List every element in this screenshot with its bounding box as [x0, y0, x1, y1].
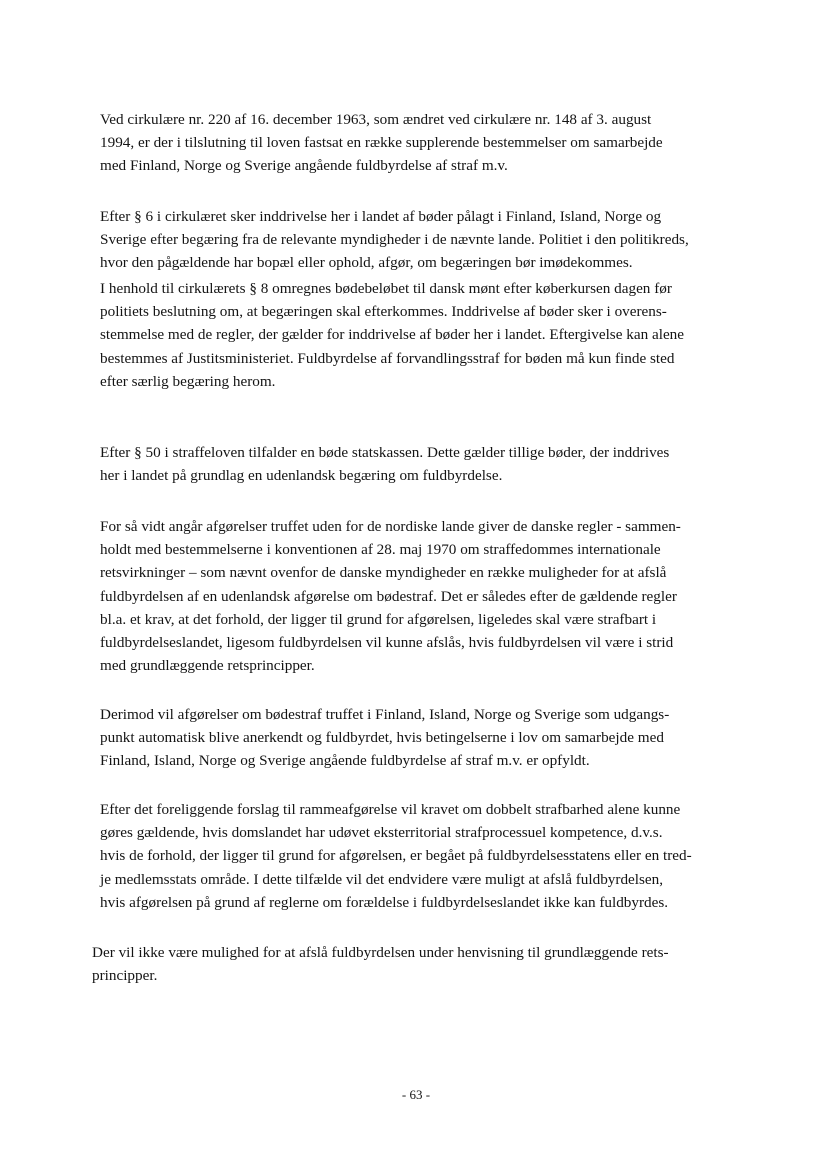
paragraph-anerkendelse	[100, 703, 752, 773]
text-line: hvis de forhold, der ligger til grund for afgørelsen, er begået på fuldbyrdelsesstatens eller en tred-	[100, 847, 692, 865]
text-line: efter særlig begæring herom.	[100, 372, 276, 390]
text-line: Efter § 50 i straffeloven tilfalder en bøde statskassen. Dette gælder tillige bøder, der inddrives	[100, 444, 670, 461]
text-line: retsvirkninger – som nævnt ovenfor de danske myndigheder en række muligheder for at afslå	[100, 564, 667, 582]
text-line: hvor den pågældende har bopæl eller ophold, afgør, om begæringen bør imødekommes.	[100, 254, 633, 272]
text-line: fuldbyrdelsen af en udenlandsk afgørelse om bødestraf. Det er således efter de gældende regler	[100, 587, 677, 605]
text-line: politiets beslutning om, at begæringen skal efterkommes. Inddrivelse af bøder sker i overens-	[100, 303, 667, 321]
text-line: Sverige efter begæring fra de relevante myndigheder i de nævnte lande. Politiet i den politikreds,	[100, 231, 689, 249]
text-line: punkt automatisk blive anerkendt og fuldbyrdet, hvis betingelserne i lov om samarbejde med	[100, 729, 664, 747]
paragraph-cirkulaere	[100, 108, 752, 178]
paragraph-retsprincipper	[92, 941, 744, 987]
text-line: 1994, er der i tilslutning til loven fastsat en række supplerende bestemmelser om samarbejde	[100, 134, 663, 152]
text-line: je medlemsstats område. I dette tilfælde vil det endvidere være muligt at afslå fuldbyrdelsen,	[100, 870, 664, 888]
page-number: - 63 -	[401, 1087, 431, 1102]
text-line: principper.	[92, 967, 158, 985]
text-line: I henhold til cirkulærets § 8 omregnes bødebeløbet til dansk mønt efter køberkursen dagen før	[100, 280, 672, 297]
paragraph-inddrivelse	[100, 205, 752, 275]
text-line: holdt med bestemmelserne i konventionen af 28. maj 1970 om straffedommes internationale	[100, 541, 661, 559]
text-line: stemmelse med de regler, der gælder for inddrivelse af bøder her i landet. Eftergivelse kan alene	[100, 326, 685, 344]
text-line: Efter det foreliggende forslag til rammeafgørelse vil kravet om dobbelt strafbarhed alene kunne	[100, 801, 681, 818]
text-line: Finland, Island, Norge og Sverige angående fuldbyrdelse af straf m.v. er opfyldt.	[100, 752, 590, 770]
text-line: gøres gældende, hvis domslandet har udøvet eksterritorial strafprocessuel kompetence, d.v.s.	[100, 824, 663, 842]
text-line: bestemmes af Justitsministeriet. Fuldbyrdelse af forvandlingsstraf for bøden må kun finde sted	[100, 349, 675, 367]
text-line: Ved cirkulære nr. 220 af 16. december 1963, som ændret ved cirkulære nr. 148 af 3. august	[100, 111, 652, 128]
text-line: her i landet på grundlag en udenlandsk begæring om fuldbyrdelse.	[100, 467, 503, 485]
paragraph-rammeafgoerelse	[100, 798, 752, 914]
paragraph-statskassen	[100, 441, 752, 487]
text-line: med grundlæggende retsprincipper.	[100, 657, 315, 675]
text-line: med Finland, Norge og Sverige angående fuldbyrdelse af straf m.v.	[100, 157, 508, 175]
text-line: hvis afgørelsen på grund af reglerne om forældelse i fuldbyrdelseslandet ikke kan fuldbyrdes.	[100, 893, 669, 911]
text-line: Derimod vil afgørelser om bødestraf truffet i Finland, Island, Norge og Sverige som udgangs-	[100, 706, 670, 723]
text-line: bl.a. et krav, at det forhold, der ligger til grund for afgørelsen, ligeledes skal være strafbart i	[100, 610, 657, 628]
text-line: Der vil ikke være mulighed for at afslå fuldbyrdelsen under henvisning til grundlæggende rets-	[92, 944, 669, 961]
text-line: For så vidt angår afgørelser truffet uden for de nordiske lande giver de danske regler - sammen-	[100, 518, 681, 535]
text-line: Efter § 6 i cirkulæret sker inddrivelse her i landet af bøder pålagt i Finland, Island, Norge og	[100, 208, 662, 225]
text-line: fuldbyrdelseslandet, ligesom fuldbyrdelsen vil kunne afslås, hvis fuldbyrdelsen vil være i strid	[100, 634, 674, 652]
paragraph-omregning	[100, 277, 752, 393]
paragraph-nordiske-lande	[100, 515, 752, 677]
